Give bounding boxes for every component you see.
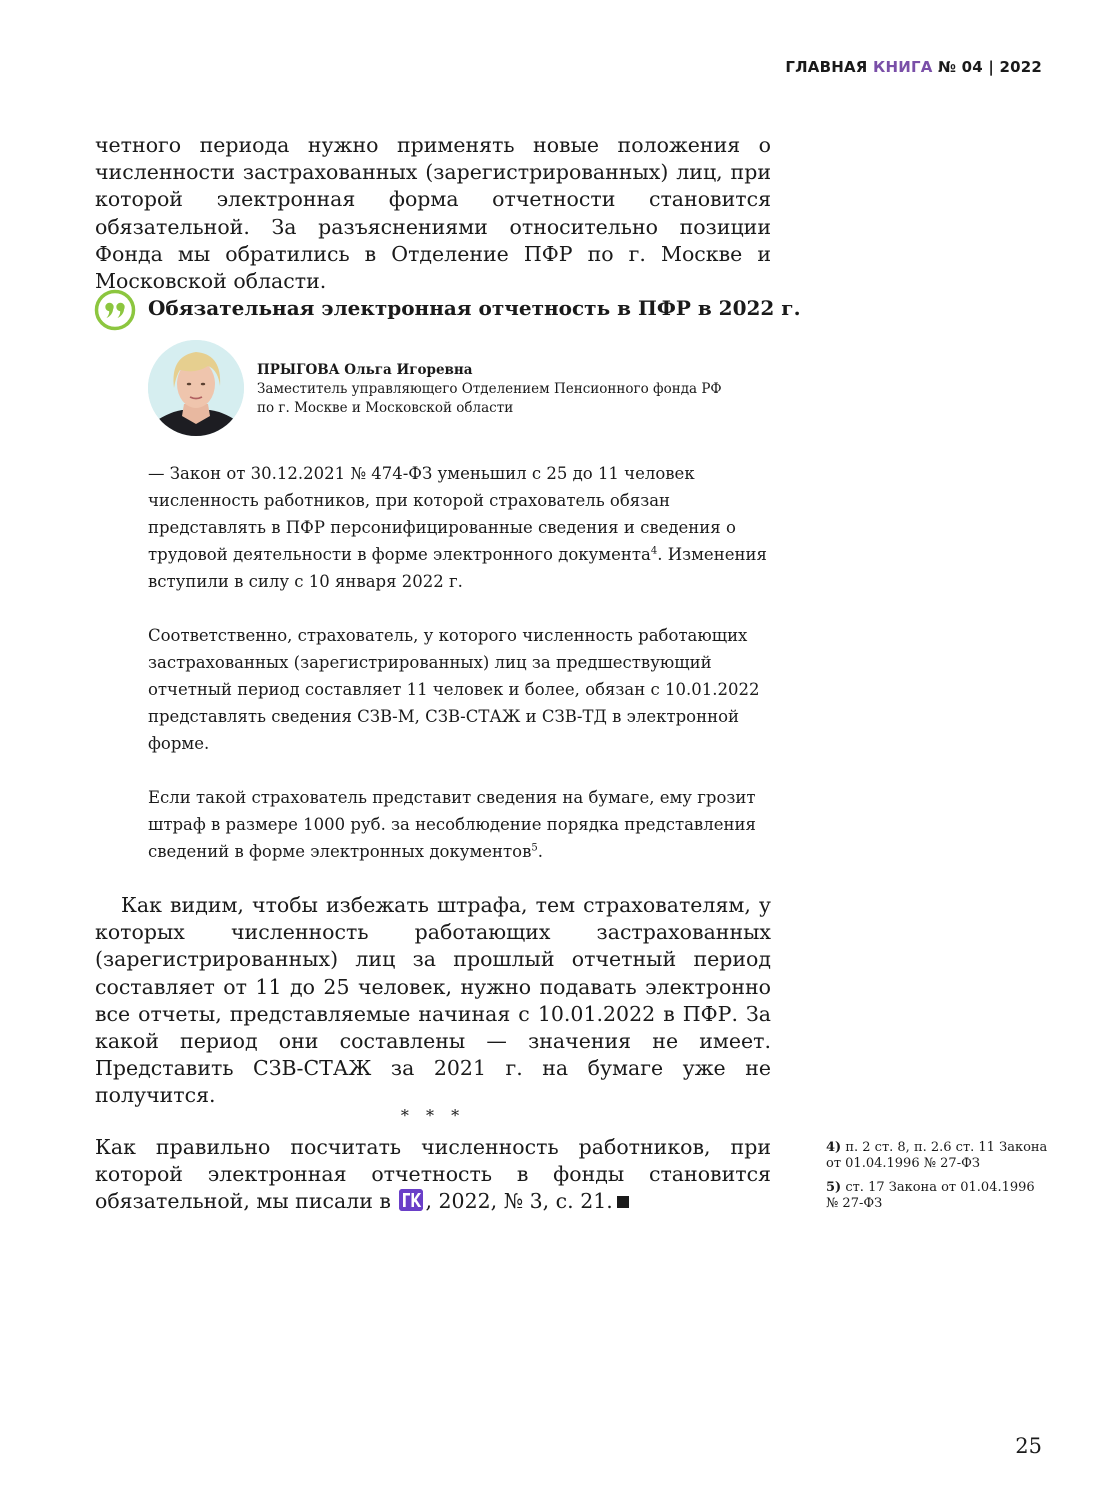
header-title-part2: КНИГА xyxy=(873,58,933,76)
quote-title: Обязательная электронная отчетность в ПФР в 2022 г. xyxy=(148,296,801,320)
section-separator: * * * xyxy=(400,1106,466,1125)
main-paragraph: Как видим, чтобы избежать штрафа, тем страхователям, у которых численность работающих застрахованных (зарегистрированных) лиц за прошлый отчетный период составляет от 11 до 25 человек, нужно подавать электронно все отчеты, представляемые начиная с 10.01.2022 в ПФР. За какой период они составлены — значения не имеет. Представить СЗВ-СТАЖ за 2021 г. на бумаге уже не получится. xyxy=(95,893,771,1108)
footnote-4 xyxy=(826,1140,1048,1172)
running-header xyxy=(785,58,1042,76)
page-number: 25 xyxy=(1015,1434,1042,1458)
expert-name: ПРЫГОВА Ольга Игоревна xyxy=(257,362,473,378)
quote-paragraph-3 xyxy=(148,784,770,865)
expert-avatar xyxy=(148,340,244,436)
header-issue: № 04 | 2022 xyxy=(937,58,1042,76)
gk-magazine-icon xyxy=(399,1189,423,1211)
footnote-5 xyxy=(826,1180,1048,1212)
expert-role xyxy=(257,380,737,418)
intro-paragraph: четного периода нужно применять новые положения о численности застрахованных (зарегистрированных) лиц, при которой электронная форма отчетности становится обязательной. За разъяснениями относительно позиции Фонда мы обратились в Отделение ПФР по г. Москве и Московской области. xyxy=(95,133,771,294)
closing-text-after: , 2022, № 3, с. 21. xyxy=(425,1189,613,1214)
footnote-4-text: п. 2 ст. 8, п. 2.6 ст. 11 Закона от 01.04.1996 № 27-ФЗ xyxy=(826,1140,1048,1171)
closing-text-before: Как правильно посчитать численность работников, при которой электронная отчетность в фонды становится обязательной, мы писали в xyxy=(95,1135,771,1214)
quote-p3-text: Если такой страхователь представит сведения на бумаге, ему грозит штраф в размере 1000 руб. за несоблюдение порядка представления сведений в форме электронных документов xyxy=(148,788,756,861)
quote-icon xyxy=(94,289,136,331)
quote-p3-tail: . xyxy=(537,842,544,861)
footnote-ref-4: 4 xyxy=(650,545,658,557)
quote-p1-text: — Закон от 30.12.2021 № 474-ФЗ уменьшил с 25 до 11 человек численность работников, при которой страхователь обязан представлять в ПФР персонифицированные сведения и сведения о трудовой деятельности в форме электронного документа xyxy=(148,464,736,564)
header-title-part1: ГЛАВНАЯ xyxy=(785,58,868,76)
footnote-5-number: 5) xyxy=(826,1180,842,1195)
quote-paragraph-2: Соответственно, страхователь, у которого численность работающих застрахованных (зарегистрированных) лиц за предшествующий отчетный период составляет 11 человек и более, обязан с 10.01.2022 представлять сведения СЗВ-М, СЗВ-СТАЖ и СЗВ-ТД в электронной форме. xyxy=(148,626,760,753)
closing-paragraph xyxy=(95,1134,771,1216)
footnote-5-text: ст. 17 Закона от 01.04.1996 № 27-ФЗ xyxy=(826,1180,1035,1211)
quote-p1-tail: . Изменения вступили в силу с 10 января 2022 г. xyxy=(148,545,767,591)
footnote-ref-5: 5 xyxy=(531,842,538,854)
expert-role-line2: по г. Москве и Московской области xyxy=(257,400,514,416)
footnote-4-number: 4) xyxy=(826,1140,842,1155)
quote-paragraph-1 xyxy=(148,460,770,595)
end-of-article-mark xyxy=(617,1196,629,1208)
expert-role-line1: Заместитель управляющего Отделением Пенсионного фонда РФ xyxy=(257,381,722,397)
